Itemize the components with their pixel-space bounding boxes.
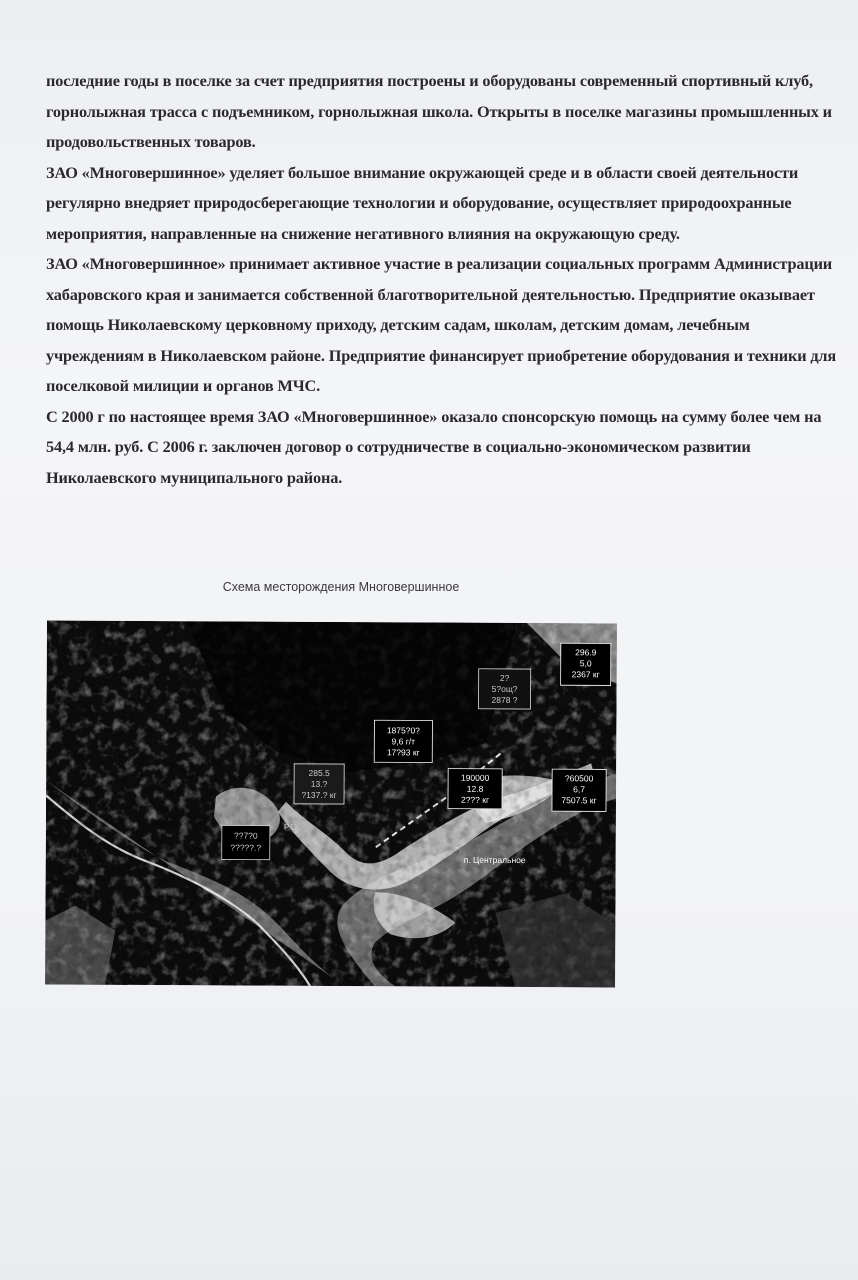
svg-text:190000: 190000 [460, 772, 490, 783]
deposit-map-image [45, 621, 617, 988]
paragraph-4: С 2000 г по настоящее время ЗАО «Многовершинное» оказало спонсорскую помощь на сумму более чем на 54,4 млн. руб. С 2006 г. заключен договор о сотрудничестве в социально-экономическом развитии Николаевского муниципального района. [46, 406, 822, 487]
svg-text:13.?: 13.? [310, 778, 328, 789]
deposit-map [45, 621, 617, 988]
paragraph-3: ЗАО «Многовершинное» принимает активное участие в реализации социальных программ Администрации хабаровского края и занимается собственной благотворительной деятельностью. Предприятие оказывает помощь Николаевскому церковному приходу, детским садам, школам, детским домам, лечебным учреждениям в Николаевском районе. Предприятие финансирует приобретение оборудования и техники для поселковой милиции и органов МЧС. [46, 254, 837, 395]
map-label-d [294, 764, 344, 804]
svg-text:??7?0: ??7?0 [233, 830, 258, 841]
map-label-a [561, 643, 611, 685]
figure-caption: Схема месторождения Многовершинное [222, 580, 460, 594]
map-label-g [222, 825, 270, 859]
svg-text:7507.5 кг: 7507.5 кг [561, 795, 597, 806]
map-label-c [374, 720, 432, 762]
paragraph-1: последние годы в поселке за счет предприятия построены и оборудованы современный спортивный клуб, горнолыжная трасса с подъемником, горнолыжная школа. Открыты в поселке магазины промышленных и продовольственных товаров. [46, 71, 832, 151]
body-text [46, 66, 846, 493]
map-label-b [479, 669, 531, 709]
svg-text:5?ощ?: 5?ощ? [491, 683, 518, 694]
svg-text:?137.? кг: ?137.? кг [301, 789, 337, 801]
svg-text:9,6 г/т: 9,6 г/т [391, 736, 416, 747]
paragraph-2: ЗАО «Многовершинное» уделяет большое внимание окружающей среде и в области своей деятельности регулярно внедряет природосберегающие технологии и оборудование, осуществляет природоохранные мероприятия, направленные на снижение негативного влияния на окружающую среду. [46, 162, 799, 243]
map-place-label-1: Р.С. [283, 821, 299, 832]
svg-text:2878 ?: 2878 ? [491, 694, 518, 705]
svg-text:17?93 кг: 17?93 кг [386, 747, 420, 758]
map-label-e [448, 769, 502, 809]
svg-text:2??? кг: 2??? кг [460, 794, 490, 805]
map-place-label-2: п. Центральное [463, 854, 526, 866]
svg-text:285.5: 285.5 [308, 767, 330, 778]
svg-text:2?: 2? [499, 672, 510, 683]
svg-text:296.9: 296.9 [575, 647, 597, 658]
svg-text:1875?0?: 1875?0? [386, 725, 420, 736]
svg-text:?????.?: ?????.? [230, 842, 262, 853]
svg-text:12.8: 12.8 [466, 783, 484, 794]
svg-text:6,7: 6,7 [573, 784, 586, 795]
svg-text:5,0: 5,0 [579, 658, 592, 669]
map-label-f [552, 769, 606, 811]
svg-text:2367 кг: 2367 кг [571, 669, 600, 680]
svg-text:?60500: ?60500 [564, 773, 594, 784]
